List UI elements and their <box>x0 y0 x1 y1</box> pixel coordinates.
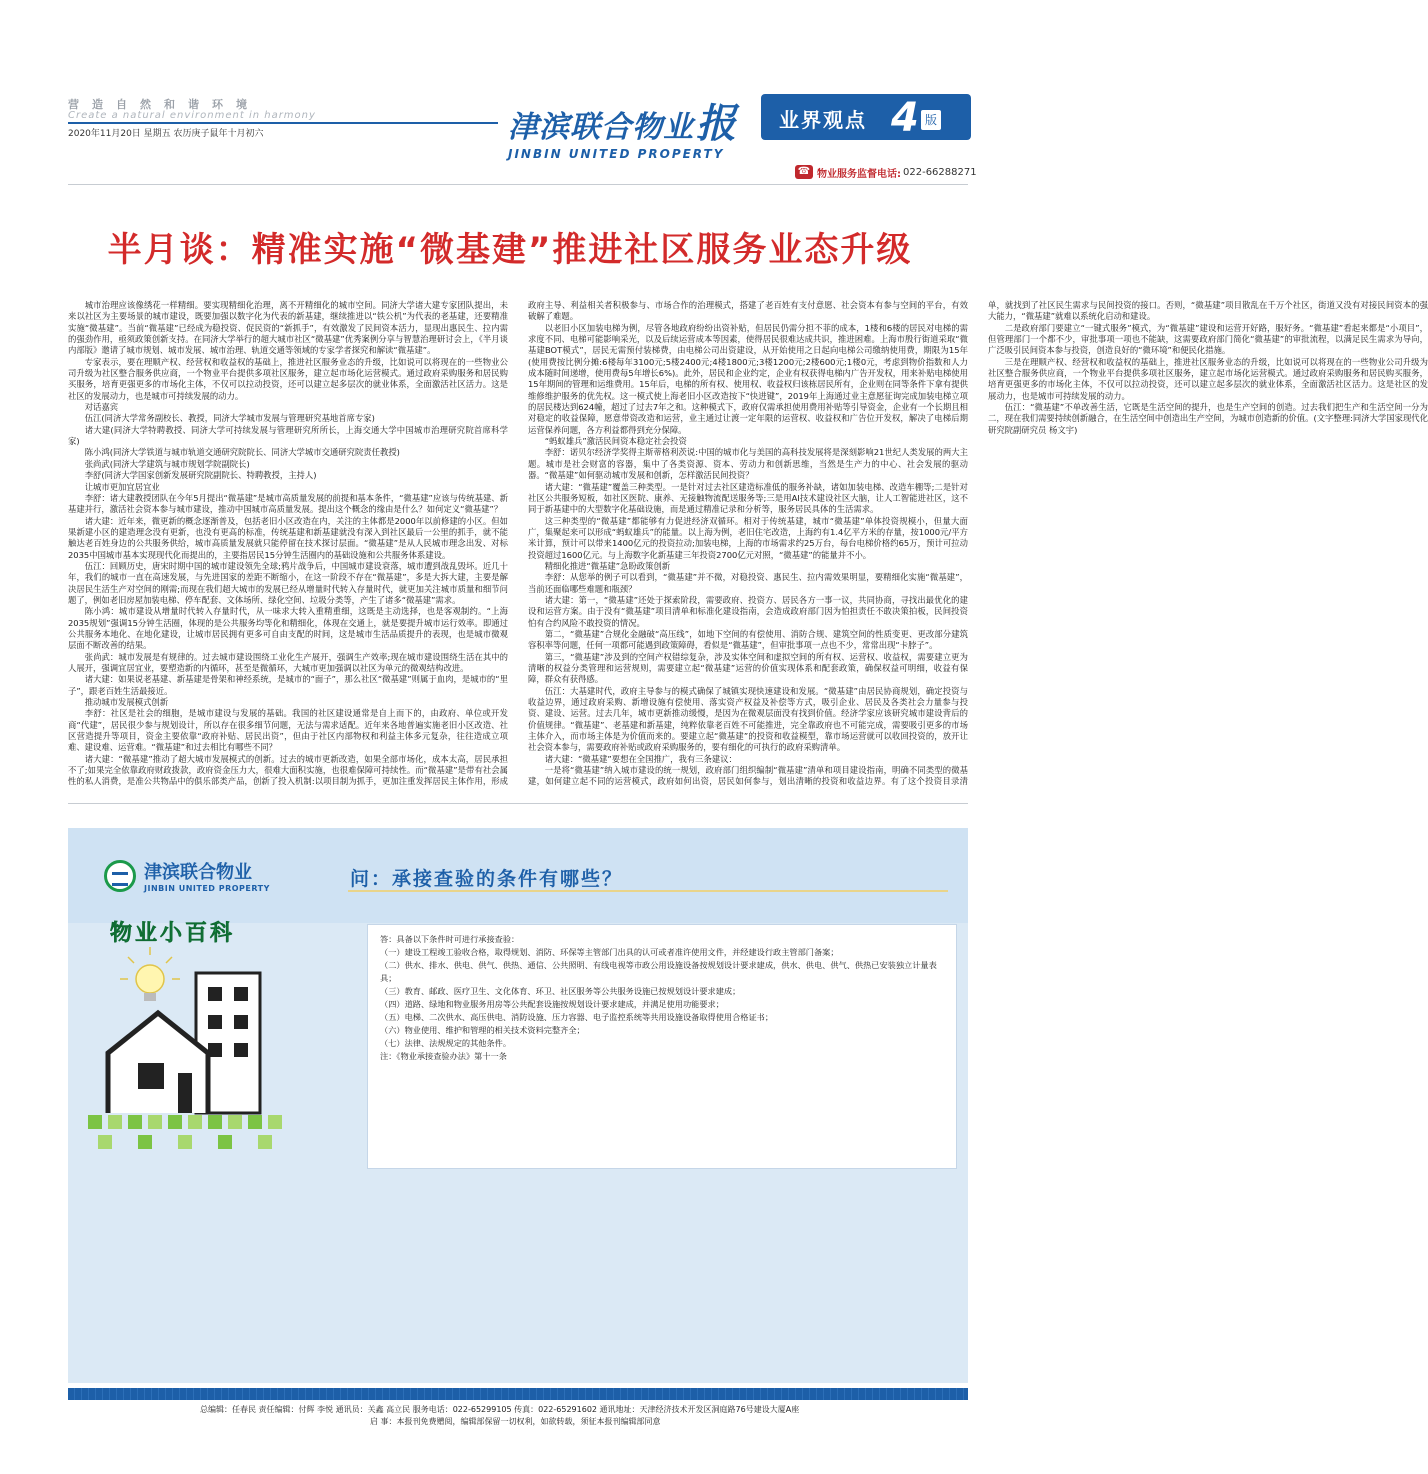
article-paragraph: 二是政府部门要建立“一键式服务”模式，为“微基建”建设和运营开好路，服好务。“微基建”看起来都是“小项目”，但管理部门一个都不少，审批事项一项也不能缺，这需要政府部门简化“微基建”的审批流程，以满足民生需求为导向，广泛吸引民间资本参与投资，创造良好的“微环境”和便民化措施。 <box>988 322 1428 356</box>
article-paragraph: 让城市更加宜居宜业 <box>84 481 160 492</box>
article-paragraph: 诸大建：“微基建”要想在全国推广，我有三条建议： <box>544 753 737 764</box>
article-paragraph: “蚂蚁雄兵”激活民间资本稳定社会投资 <box>544 436 687 447</box>
hotline-number: 022-66288271 <box>903 166 977 178</box>
article-paragraph: 伍江：回顾历史，唐宋时期中国的城市建设领先全球;鸦片战争后，中国城市建设衰落，城市遭到战乱毁坏。近几十年，我们的城市一直在高速发展，与先进国家的差距不断缩小，在这一阶段不存在“微基建”，多是大拆大建，主要是解决居民生活生产对空间的刚需;而现在我们超大城市的发展已经从增量时代转入存量时代，就更加关注城市质量和细节问题了，例如老旧房屋加装电梯、停车配套、文体场所、绿化空间、垃圾分类等，产生了诸多“微基建”需求。 <box>68 560 508 605</box>
article-paragraph: 一是将“微基建”纳入城市建设的统一规划，政府部门组织编制“微基建”清单和项目建设指南，明确不同类型的微基建，如何建立起不同的运营模式，政府如何出资，居民如何参与，划出清晰的投资和收益边界。有了这个投资目录清单，就找到了社区民生需求与民间投资的接口。否则，“微基建”项目散乱在千万个社区，街道又没有对接民间资本的强大能力，“微基建”就难以系统化启动和建设。 <box>528 300 1428 787</box>
hotline-label: 物业服务监督电话: <box>817 168 901 180</box>
building-illustration <box>68 943 358 1183</box>
article-paragraph: 陈小鸿(同济大学铁道与城市轨道交通研究院院长、同济大学城市交通研究院责任教授) <box>84 447 400 458</box>
header-divider <box>68 184 968 185</box>
article-paragraph: 诸大建：“微基建”覆盖三种类型。一是针对过去社区建造标准低的服务补缺，诸如加装电梯、改造车棚等;二是针对社区公共服务短板，如社区医院、康养、无接触物流配送服务等;三是用AI技术建设社区大脑，让人工智能进社区，这不同于新基建中的大型数字化基础设施，而是通过精准记录和分析等，服务居民具体的生活需求。 <box>528 481 968 515</box>
article-paragraph: 伍江(同济大学常务副校长、教授，同济大学城市发展与管理研究基地首席专家) <box>84 413 375 424</box>
article-paragraph: 李舒：诸大建教授团队在今年5月提出“微基建”是城市高质量发展的前提和基本条件，“微基建”应该与传统基建、新基建并行，激活社会资本参与城市建设，推动中国城市高质量发展。提出这个概念的缘由是什么？如何定义“微基建”？ <box>68 492 508 515</box>
answer-line: （七）法律、法规规定的其他条件。 <box>380 1038 512 1048</box>
article-paragraph: 诸大建：第一，“微基建”还处于探索阶段，需要政府、投资方、居民各方一事一议，共同协商，寻找出最优化的建设和运营方案。由于没有“微基建”项目清单和标准化建设指南，会造成政府部门因为怕担责任不敢决策拍板，民间投资怕有合约风险不敢投资的情况。 <box>528 594 968 628</box>
article-paragraph: 以老旧小区加装电梯为例，尽管各地政府纷纷出资补贴，但居民仍需分担不菲的成本，1楼和6楼的居民对电梯的需求度不同、电梯可能影响采光，以及后续运营成本等因素，使得居民很难达成共识，推进困难。上海市殷行街道采取“微基建BOT模式”，居民无需预付装梯费，由电梯公司出资建设，从开始使用之日起向电梯公司缴纳使用费，期限为15年(使用费按比例分摊:6楼每年3100元;5楼2400元;4楼1800元;3楼1200元;2楼600元;1楼0元，考虑到物价指数和人力成本随时间递增，使用费每5年增长6%)。此外，居民和企业约定，企业有权获得电梯内广告开发权，用来补贴电梯使用15年期间的管理和运维费用。15年后，电梯的所有权、使用权、收益权归该栋居民所有，企业则在同等条件下拿有提供维修维护服务的优先权。这一模式使上海老旧小区改造按下“快进键”，2019年上海通过业主意愿征询完成加装电梯立项的居民楼达到624幢，超过了过去7年之和。这种模式下，政府仅需承担使用费用补贴等引导资金，企业有一个长期且相对稳定的收益保障，愿意带资改造和运营，业主通过让渡一定年限的运营权、收益权和广告位开发权，解决了电梯后期运营保养问题，各方利益都得到充分保障。 <box>528 322 968 435</box>
question-underline <box>348 890 948 892</box>
editorial-notice: 启 事：本报刊免费赠阅，编辑部保留一切权利，如欲转载，须征本报刊编辑部同意 <box>370 1417 661 1426</box>
logo-text <box>144 858 270 893</box>
answer-line: （三）教育、邮政、医疗卫生、文化体育、环卫、社区服务等公共服务设施已按规划设计要求建成； <box>380 986 741 996</box>
article-body <box>68 300 1428 796</box>
article-paragraph: 李舒(同济大学国家创新发展研究院副院长、特聘教授，主持人) <box>84 470 317 481</box>
slogan: 营造自然和谐环境 <box>68 98 260 111</box>
section-tab <box>761 94 971 140</box>
article-paragraph: 诸大建：如果说老基建、新基建是骨架和神经系统，是城市的“面子”，那么社区“微基建”则属于血肉，是城市的“里子”，跟老百姓生活最接近。 <box>68 674 508 696</box>
masthead-rule <box>68 122 498 124</box>
lightbulb-icon <box>120 947 180 1001</box>
article-paragraph: 伍江：“微基建”不单改善生活，它既是生活空间的提升，也是生产空间的创造。过去我们把生产和生活空间一分为二，现在我们需要持续创新融合，在生活空间中创造出生产空间，为城市创造新的价值。(文字整理:同济大学国家现代化研究院副研究员 杨文宇) <box>988 402 1428 435</box>
logo-name: 津滨联合物业 <box>144 862 252 883</box>
section-label: 业界观点 <box>779 108 867 132</box>
article-paragraph: 诸大建：“微基建”推动了超大城市发展模式的创新。过去的城市更新改造，如果全部市场化，成本太高，居民承担不了;如果完全依靠政府财政拨款，政府资金压力大，很难大面积实施，也很难保障可持续性。而“微基建”是带有社会属性的私人消费，是准公共物品中的俱乐部类产品，创新了投入机制:以项目制为抓手，更加注重发挥居民主体作用，形成政府主导、利益相关者积极参与、市场合作的治理模式，搭建了老百姓有支付意愿、社会资本有参与空间的平台，有效破解了难题。 <box>68 300 968 787</box>
footer-bar <box>68 1388 968 1400</box>
faq-question: 问：承接查验的条件有哪些？ <box>350 868 624 890</box>
house-outline <box>108 1013 208 1113</box>
answer-line: （一）建设工程竣工验收合格，取得规划、消防、环保等主管部门出具的认可或者准许使用文件，并经建设行政主管部门备案； <box>380 947 839 957</box>
article-paragraph: 李舒：社区是社会的细胞，是城市建设与发展的基础。我国的社区建设通常是自上而下的，由政府、单位或开发商“代建”，居民很少参与规划设计，所以存在很多细节问题，无法与需求适配。近年来各地普遍实施老旧小区改造、社区营造提升等项目，资金主要依靠“政府补贴、居民出资”，但由于社区内部物权和利益主体多元复杂，往往造成立项难、建设难、运营难。“微基建”和过去相比有哪些不同？ <box>68 708 508 753</box>
editorial-credits: 总编辑：任春民 责任编辑：付辉 李悦 通讯员：关鑫 高立民 服务电话：022-65299105 传真：022-65291602 通讯地址：天津经济技术开发区洞庭路76号建设大厦A座 <box>200 1405 800 1414</box>
section-ban: 版 <box>921 110 941 130</box>
slogan-english: Create a natural environment in harmony <box>68 110 316 121</box>
brand-english: JINBIN UNITED PROPERTY <box>508 147 725 161</box>
answer-line: 答：具备以下条件时可进行承接查验： <box>380 934 520 944</box>
logo-emblem-icon <box>104 860 136 892</box>
article-paragraph: 伍江：大基建时代，政府主导参与的模式确保了城镇实现快速建设和发展。“微基建”由居民协商规划，确定投资与收益边界，通过政府采购、新增设施有偿使用、落实资产权益及补偿等方式，吸引企业、居民及各类社会力量参与投资、建设、运营。过去几年，城市更新推动缓慢，是因为在微观层面没有找到价值。经济学家应该研究城市建设背后的价值规律。“微基建”、老基建和新基建，纯粹依靠老百姓不可能推进，完全靠政府也不可能完成，需要吸引更多的市场主体介入，而市场主体是为价值而来的。要建立起“微基建”的投资和收益模型，靠市场运营就可以收回投资的，放开让社会资本参与，需要政府补贴或政府采购服务的，要有细化的可执行的政府采购清单。 <box>528 685 968 753</box>
article-headline: 半月谈：精准实施“微基建”推进社区服务业态升级 <box>107 230 913 270</box>
article-paragraph: 第三，“微基建”涉及到的空间产权错综复杂，涉及实体空间和虚拟空间的所有权、运营权、收益权，需要建立更为清晰的权益分类管理和运营规则，需要建立起“微基建”运营的价值实现体系和配套政策，确保权益可明细，收益有保障，群众有获得感。 <box>528 651 968 685</box>
article-paragraph: 这三种类型的“微基建”都能够有力促进经济双循环。相对于传统基建，城市“微基建”单体投资规模小，但量大面广，集聚起来可以形成“蚂蚁雄兵”的能量。以上海为例，老旧住宅改造，上海约有1.4亿平方米的存量，按1000元/平方米计算，预计可以带来1400亿元的投资拉动;加装电梯，上海的市场需求约25万台，每台电梯价格约65万，预计可拉动投资超过1600亿元。与上海数字化新基建三年投资2700亿元对照，“微基建”的能量并不小。 <box>528 515 968 560</box>
logo-english: JINBIN UNITED PROPERTY <box>144 884 270 893</box>
newspaper-brand <box>508 92 758 161</box>
answer-line: （四）道路、绿地和物业服务用房等公共配套设施按规划设计要求建成，并满足使用功能要求； <box>380 999 724 1009</box>
answer-line: （六）物业使用、维护和管理的相关技术资料完整齐全； <box>380 1025 585 1035</box>
property-encyclopedia-box <box>68 828 968 1383</box>
article-paragraph: 专家表示，要在理顺产权、经营权和收益权的基础上，推进社区服务业态的升级，比如说可以将现在的一些物业公司升级为社区整合服务供应商，一个物业平台提供多项社区服务，建立起市场化运营模式。通过政府采购服务和居民购买服务，培育更强更多的市场化主体，不仅可以拉动投资，还可以建立起多层次的就业体系，全面激活社区活力。这是社区的发展动力，也是城市可持续发展的动力。 <box>68 356 508 401</box>
article-paragraph: 推动城市发展模式创新 <box>84 697 169 708</box>
issue-date: 2020年11月20日 星期五 农历庚子鼠年十月初六 <box>68 129 264 139</box>
brand-bao: 报 <box>696 101 737 147</box>
article-paragraph: 城市治理应该像绣花一样精细。要实现精细化治理，离不开精细化的城市空间。同济大学诸大建专家团队提出，未来以社区为主要场景的城市建设，既要加强以数字化为代表的新基建，继续推进以“铁公机”为代表的老基建，还要精准实施“微基建”。当前“微基建”已经成为稳投资、促民资的“新抓手”，有效激发了民间资本活力，显现出惠民生、拉内需的强劲作用，亟须政策创新支持。在同济大学举行的超大城市社区“微基建”优秀案例分享与智慧治理研讨会上，《半月谈内部版》邀请了城市规划、城市发展、城市治理、轨道交通等领域的专家学者探究和解读“微基建”。 <box>68 300 508 356</box>
article-paragraph: 李舒：诺贝尔经济学奖得主斯蒂格利茨说:中国的城市化与美国的高科技发展将是深刻影响21世纪人类发展的两大主题。城市是社会财富的容器，集中了各类资源、资本、劳动力和创新思维，当然是生产力的中心、社会发展的驱动器。“微基建”如何驱动城市发展和创新，怎样激活民间投资？ <box>528 447 968 481</box>
article-paragraph: 三是在理顺产权、经营权和收益权的基础上，推进社区服务业态的升级，比如说可以将现在的一些物业公司升级为社区整合服务供应商，一个物业平台提供多项社区服务，建立起市场化运营模式。通过政府采购服务和居民购买服务，培育更强更多的市场化主体，不仅可以拉动投资，还可以建立起多层次的就业体系，全面激活社区活力。这是社区的发展动力，也是城市可持续发展的动力。 <box>988 356 1428 401</box>
grass-tiles <box>88 1115 282 1149</box>
telephone-icon: ☎ <box>795 165 813 179</box>
article-paragraph: 精细化推进“微基建”急盼政策创新 <box>544 560 671 571</box>
article-paragraph: 张尚武：城市发展是有规律的。过去城市建设围绕工业化生产展开，强调生产效率;现在城市建设围绕生活在其中的人展开，强调宜居宜业，要塑造新的内循环，甚至是微循环，大城市更加强调以社区为单元的微观结构改进。 <box>68 651 508 673</box>
answer-line: （二）供水、排水、供电、供气、供热、通信、公共照明、有线电视等市政公用设施设备按规划设计要求建成，供水、供电、供气、供热已安装独立计量表具； <box>380 960 937 983</box>
article-paragraph: 陈小鸿：城市建设从增量时代转入存量时代，从一味求大转入重精重细，这既是主动选择，也是客观制约。“上海2035规划”强调15分钟生活圈，体现的是公共服务均等化和精细化，体现在交通上，就是要提升城市运行效率。即通过公共服务本地化、在地化建设，让城市居民拥有更多可自由支配的时间，这是城市生活品质提升的表现，也是城市微观层面不断改善的结果。 <box>68 606 508 651</box>
article-paragraph: 诸大建：近年来，微更新的概念逐渐普及，包括老旧小区改造在内，关注的主体都是2000年以前修建的小区。但如果新建小区的建造理念没有更新，也没有更高的标准，传统基建和新基建就没有深入到社区最后一公里的抓手，就不能触达老百姓身边的公共服务供给，城市高质量发展就只能停留在技术探讨层面。“微基建”是从人民城市理念出发、对标2035中国城市基本实现现代化而提出的，主要指居民15分钟生活圈内的基础设施和公共服务体系建设。 <box>68 515 508 560</box>
faq-answer <box>367 924 957 1169</box>
brand-title <box>508 92 758 149</box>
company-logo <box>104 858 270 893</box>
service-hotline <box>795 163 977 181</box>
article-paragraph: 张尚武(同济大学建筑与城市规划学院副院长) <box>84 458 250 469</box>
article-paragraph: 诸大建(同济大学特聘教授、同济大学可持续发展与管理研究所所长，上海交通大学中国城市治理研究院首席科学家) <box>68 424 508 447</box>
masthead <box>68 92 968 162</box>
answer-note: 注：《物业承接查验办法》第十一条 <box>380 1051 507 1061</box>
article-paragraph: 李舒：从您举的例子可以看到，“微基建”并不微，对稳投资、惠民生、拉内需效果明显，要精细化实施“微基建”，当前还面临哪些难题和瓶颈？ <box>528 572 968 594</box>
article-divider <box>68 803 968 804</box>
article-paragraph: 对话嘉宾 <box>84 402 119 413</box>
article-paragraph: 第二，“微基建”合规化金融破“高压线”，如地下空间的有偿使用、消防合规、建筑空间的性质变更、更改部分建筑容积率等问题，任何一项都可能遇到政策障碍，看似是“微基建”，但审批事项一点也不少，常常出现“卡脖子”。 <box>528 628 968 651</box>
answer-line: （五）电梯、二次供水、高压供电、消防设施、压力容器、电子监控系统等共用设施设备取得使用合格证书； <box>380 1012 774 1022</box>
encyclopedia-title: 物业小百科 <box>110 921 236 946</box>
section-number: 4 <box>891 95 919 141</box>
brand-name: 津滨联合物业 <box>508 110 694 145</box>
